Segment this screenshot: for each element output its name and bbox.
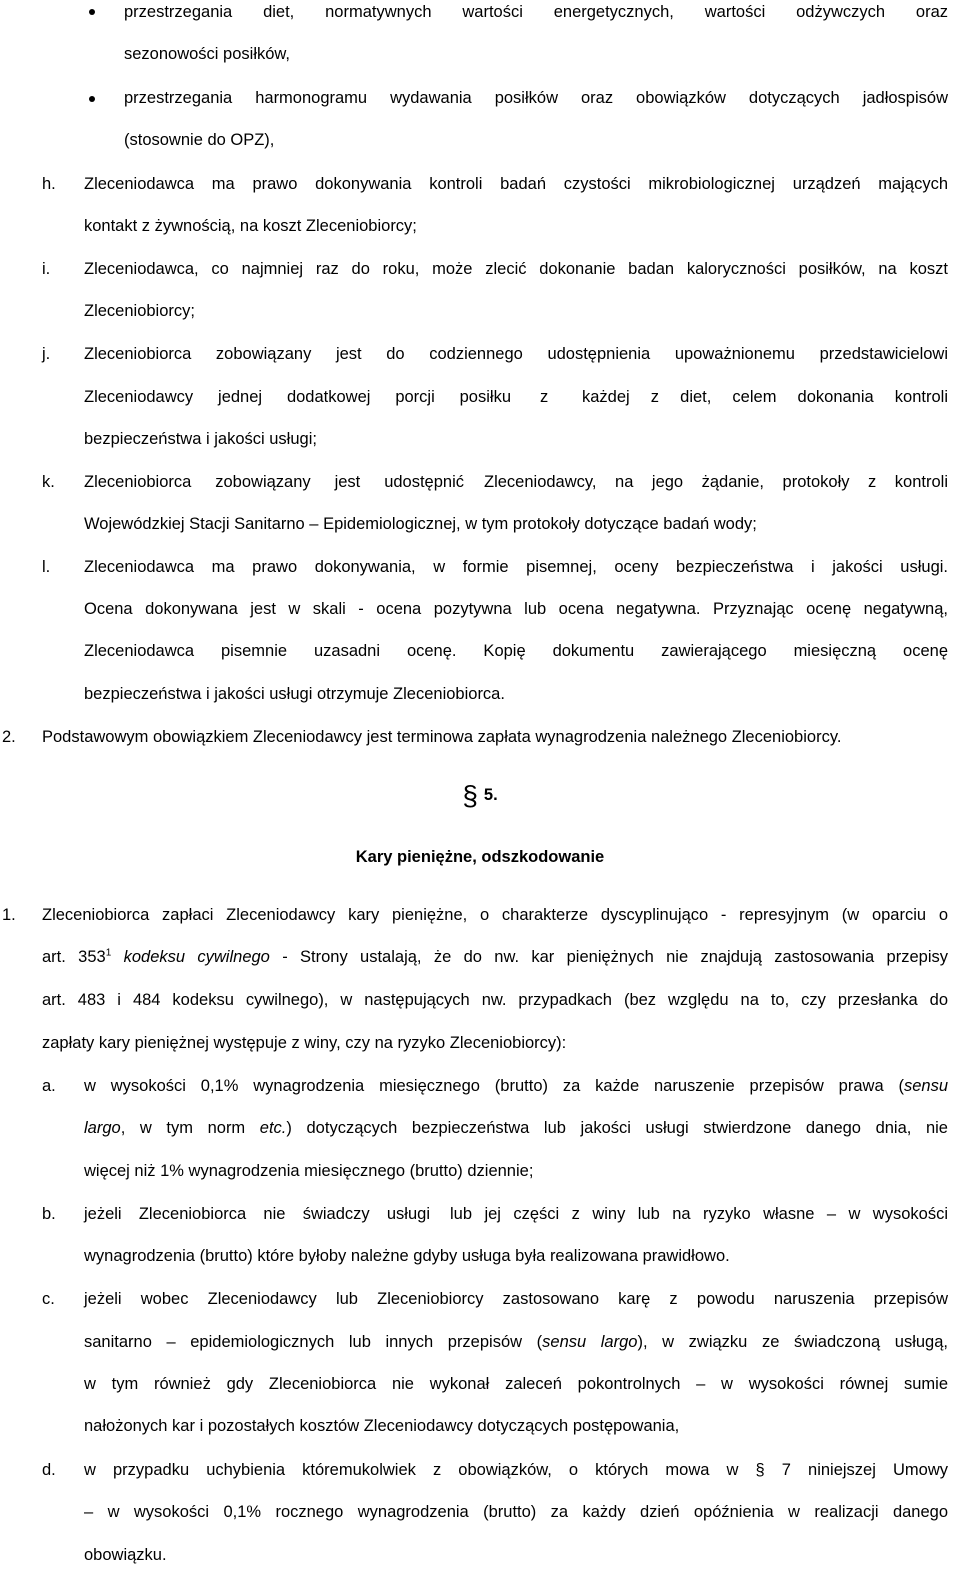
latin-term: sensu (903, 1077, 948, 1095)
point-marker: 2. (2, 728, 16, 746)
point-text: Podstawowym obowiązkiem Zleceniodawcy jest terminowa zapłata wynagrodzenia należnego Zleceniobiorcy. (42, 728, 842, 746)
section-heading (0, 781, 960, 810)
clause-line: art. 483 i 484 kodeksu cywilnego), w następujących nw. przypadkach (bez względu na to, czy przesłanka do (42, 991, 948, 1009)
list-marker: c. (42, 1290, 55, 1308)
clause-line: nałożonych kar i pozostałych kosztów Zleceniodawcy dotyczących postępowania, (84, 1417, 680, 1435)
clause-text: ), w związku ze świadczoną usługą, (637, 1333, 948, 1351)
article-superscript: 1 (105, 947, 112, 959)
clause-line: Zleceniobiorca zobowiązany jest do codziennego udostępnienia upoważnionemu przedstawicielowi (84, 345, 948, 363)
latin-term: sensu largo (542, 1333, 638, 1351)
bullet-line: przestrzegania diet, normatywnych wartości energetycznych, wartości odżywczych oraz (124, 3, 948, 21)
clause-text: sanitarno – epidemiologicznych lub innych przepisów ( (84, 1333, 543, 1351)
section-number: 5. (483, 786, 498, 804)
clause-line: każdej z diet, celem dokonania kontroli (582, 388, 948, 406)
list-marker: j. (42, 345, 51, 363)
clause-line: – w wysokości 0,1% rocznego wynagrodzenia (brutto) za każdy dzień opóźnienia w realizacji danego (84, 1503, 948, 1521)
clause-line: Zleceniodawcy, na jego żądanie, protokoły z kontroli (484, 473, 948, 491)
list-marker: h. (42, 175, 56, 193)
clause-line: w przypadku uchybienia któremukolwiek z obowiązków, o których mowa w § 7 niniejszej Umowy (84, 1461, 948, 1479)
clause-line: z (540, 388, 549, 406)
clause-line: Wojewódzkiej Stacji Sanitarno – Epidemiologicznej, w tym protokoły dotyczące badań wody; (84, 515, 757, 533)
clause-line: jeżeli Zleceniobiorca nie świadczy usługi (84, 1205, 430, 1223)
clause-line: kontakt z żywnością, na koszt Zleceniobiorcy; (84, 217, 417, 235)
clause-line: Zleceniodawcy jednej dodatkowej porcji posiłku (84, 388, 511, 406)
bullet-icon (89, 96, 95, 102)
list-marker: l. (42, 558, 51, 576)
bullet-line: przestrzegania harmonogramu wydawania posiłków oraz obowiązków dotyczących jadłospisów (124, 89, 948, 107)
list-marker: d. (42, 1461, 56, 1479)
clause-text: ) dotyczących bezpieczeństwa lub jakości usługi stwierdzone danego dnia, nie (286, 1119, 948, 1137)
code-name: kodeksu cywilnego (123, 948, 270, 966)
list-marker: k. (42, 473, 55, 491)
bullet-line: (stosownie do OPZ), (124, 131, 275, 149)
clause-text: w wysokości 0,1% wynagrodzenia miesięcznego (brutto) za każde naruszenie przepisów prawa ( (84, 1077, 904, 1095)
clause-line (84, 1118, 948, 1138)
clause-line: lub jej części z winy lub na ryzyko własne – w wysokości (450, 1205, 948, 1223)
article-ref: art. 353 (42, 948, 106, 966)
clause-line: Ocena dokonywana jest w skali - ocena pozytywna lub ocena negatywna. Przyznając ocenę negatywną, (84, 600, 948, 618)
list-marker: b. (42, 1205, 56, 1223)
bullet-icon (89, 9, 95, 15)
clause-line: bezpieczeństwa i jakości usługi; (84, 430, 317, 448)
clause-text: , w tym norm (120, 1119, 246, 1137)
clause-line: zapłaty kary pieniężnej występuje z winy, czy na ryzyko Zleceniobiorcy): (42, 1034, 567, 1052)
latin-term: largo (84, 1119, 121, 1137)
section-symbol: § (462, 780, 478, 811)
clause-line: w tym również gdy Zleceniobiorca nie wykonał zaleceń pokontrolnych – w wysokości równej sumie (84, 1375, 948, 1393)
clause-line: Zleceniobiorcy; (84, 302, 195, 320)
clause-line: Zleceniobiorca zapłaci Zleceniodawcy kary pieniężne, o charakterze dyscyplinująco - represyjnym (w oparciu o (42, 906, 948, 924)
clause-line: Zleceniodawca, co najmniej raz do roku, może zlecić dokonanie badan kaloryczności posiłków, na koszt (84, 260, 948, 278)
list-marker: i. (42, 260, 51, 278)
bullet-line: sezonowości posiłków, (124, 45, 290, 63)
clause-line: bezpieczeństwa i jakości usługi otrzymuje Zleceniobiorca. (84, 685, 505, 703)
clause-line: Zleceniodawca ma prawo dokonywania, w formie pisemnej, oceny bezpieczeństwa i jakości usługi. (84, 558, 948, 576)
clause-line: obowiązku. (84, 1546, 167, 1564)
clause-line: Zleceniodawca pisemnie uzasadni ocenę. Kopię dokumentu zawierającego miesięczną ocenę (84, 642, 948, 660)
latin-term: etc. (259, 1119, 287, 1137)
clause-line: Zleceniodawca ma prawo dokonywania kontroli badań czystości mikrobiologicznej urządzeń mających (84, 175, 948, 193)
clause-line: więcej niż 1% wynagrodzenia miesięcznego (brutto) dziennie; (84, 1162, 534, 1180)
clause-line (84, 1076, 948, 1096)
clause-line: Zleceniobiorca zobowiązany jest udostępnić (84, 473, 464, 491)
clause-line: jeżeli wobec Zleceniodawcy lub Zleceniobiorcy zastosowano karę z powodu naruszenia przepisów (84, 1290, 948, 1308)
clause-line (42, 947, 948, 967)
clause-text: - Strony ustalają, że do nw. kar pieniężnych nie znajdują zastosowania przepisy (282, 948, 948, 966)
section-title: Kary pieniężne, odszkodowanie (355, 848, 605, 866)
clause-line (84, 1332, 948, 1352)
list-marker: a. (42, 1077, 56, 1095)
point-marker: 1. (2, 906, 16, 924)
clause-line: wynagrodzenia (brutto) które byłoby należne gdyby usługa była realizowana prawidłowo. (84, 1247, 730, 1265)
